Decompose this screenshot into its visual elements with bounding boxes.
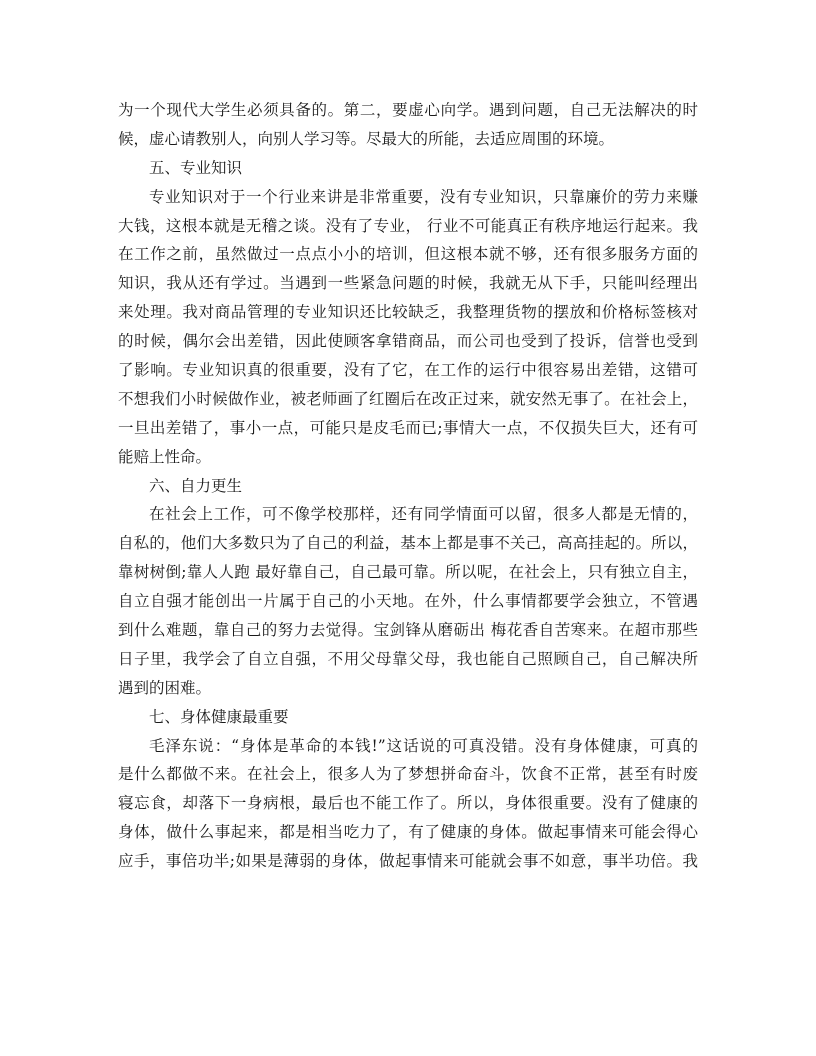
paragraph-line: 大钱，这根本就是无稽之谈。没有了专业， 行业不可能真正有秩序地运行起来。我 bbox=[118, 216, 698, 235]
section-heading: 五、专业知识 bbox=[149, 158, 243, 177]
paragraph-line: 的时候，偶尔会出差错，因此使顾客拿错商品，而公司也受到了投诉，信誉也受到 bbox=[118, 332, 698, 351]
paragraph-line: 能赔上性命。 bbox=[118, 447, 212, 466]
paragraph-line: 不想我们小时候做作业，被老师画了红圈后在改正过来，就安然无事了。在社会上， bbox=[118, 389, 698, 408]
paragraph-line: 身体，做什么事起来，都是相当吃力了，有了健康的身体。做起事情来可能会得心 bbox=[118, 823, 698, 842]
section-heading: 六、自力更生 bbox=[149, 476, 243, 495]
paragraph-line: 专业知识对于一个行业来讲是非常重要，没有专业知识，只靠廉价的劳力来赚 bbox=[149, 187, 698, 206]
paragraph-line: 为一个现代大学生必须具备的。第二，要虚心向学。遇到问题，自己无法解决的时 bbox=[118, 101, 698, 119]
paragraph-line: 在社会上工作，可不像学校那样，还有同学情面可以留，很多人都是无情的， bbox=[149, 505, 698, 524]
paragraph-line: 自立自强才能创出一片属于自己的小天地。在外，什么事情都要学会独立，不管遇 bbox=[118, 592, 698, 611]
paragraph-line: 在工作之前，虽然做过一点点小小的培训，但这根本就不够，还有很多服务方面的 bbox=[118, 245, 698, 264]
document-page bbox=[118, 96, 698, 876]
paragraph-line: 遇到的困难。 bbox=[118, 678, 212, 697]
paragraph-line: 到什么难题，靠自己的努力去觉得。宝剑锋从磨砺出 梅花香自苦寒来。在超市那些 bbox=[118, 621, 698, 640]
paragraph-line: 了影响。专业知识真的很重要，没有了它，在工作的运行中很容易出差错，这错可 bbox=[118, 361, 698, 380]
paragraph-line: 寝忘食，却落下一身病根，最后也不能工作了。所以，身体很重要。没有了健康的 bbox=[118, 794, 698, 813]
paragraph-line: 知识，我从还有学过。当遇到一些紧急问题的时候，我就无从下手，只能叫经理出 bbox=[118, 274, 698, 293]
paragraph-line: 自私的，他们大多数只为了自己的利益，基本上都是事不关己，高高挂起的。所以， bbox=[118, 534, 698, 553]
paragraph-line: 靠树树倒;靠人人跑 最好靠自己，自己最可靠。所以呢，在社会上，只有独立自主， bbox=[118, 563, 698, 582]
paragraph-line: 候，虚心请教别人，向别人学习等。尽最大的所能，去适应周围的环境。 bbox=[118, 129, 615, 148]
paragraph-line: 应手，事倍功半;如果是薄弱的身体，做起事情来可能就会事不如意，事半功倍。我 bbox=[118, 852, 698, 871]
paragraph-line: 一旦出差错了，事小一点，可能只是皮毛而已;事情大一点，不仅损失巨大，还有可 bbox=[118, 418, 698, 437]
section-heading: 七、身体健康最重要 bbox=[149, 707, 289, 726]
paragraph-line: 日子里，我学会了自立自强，不用父母靠父母，我也能自己照顾自己，自己解决所 bbox=[118, 649, 698, 668]
paragraph-line: 是什么都做不来。在社会上，很多人为了梦想拼命奋斗，饮食不正常，甚至有时废 bbox=[118, 765, 698, 784]
paragraph-line: 毛泽东说：“身体是革命的本钱!”这话说的可真没错。没有身体健康，可真的 bbox=[149, 736, 698, 755]
paragraph-line: 来处理。我对商品管理的专业知识还比较缺乏，我整理货物的摆放和价格标签核对 bbox=[118, 303, 698, 322]
